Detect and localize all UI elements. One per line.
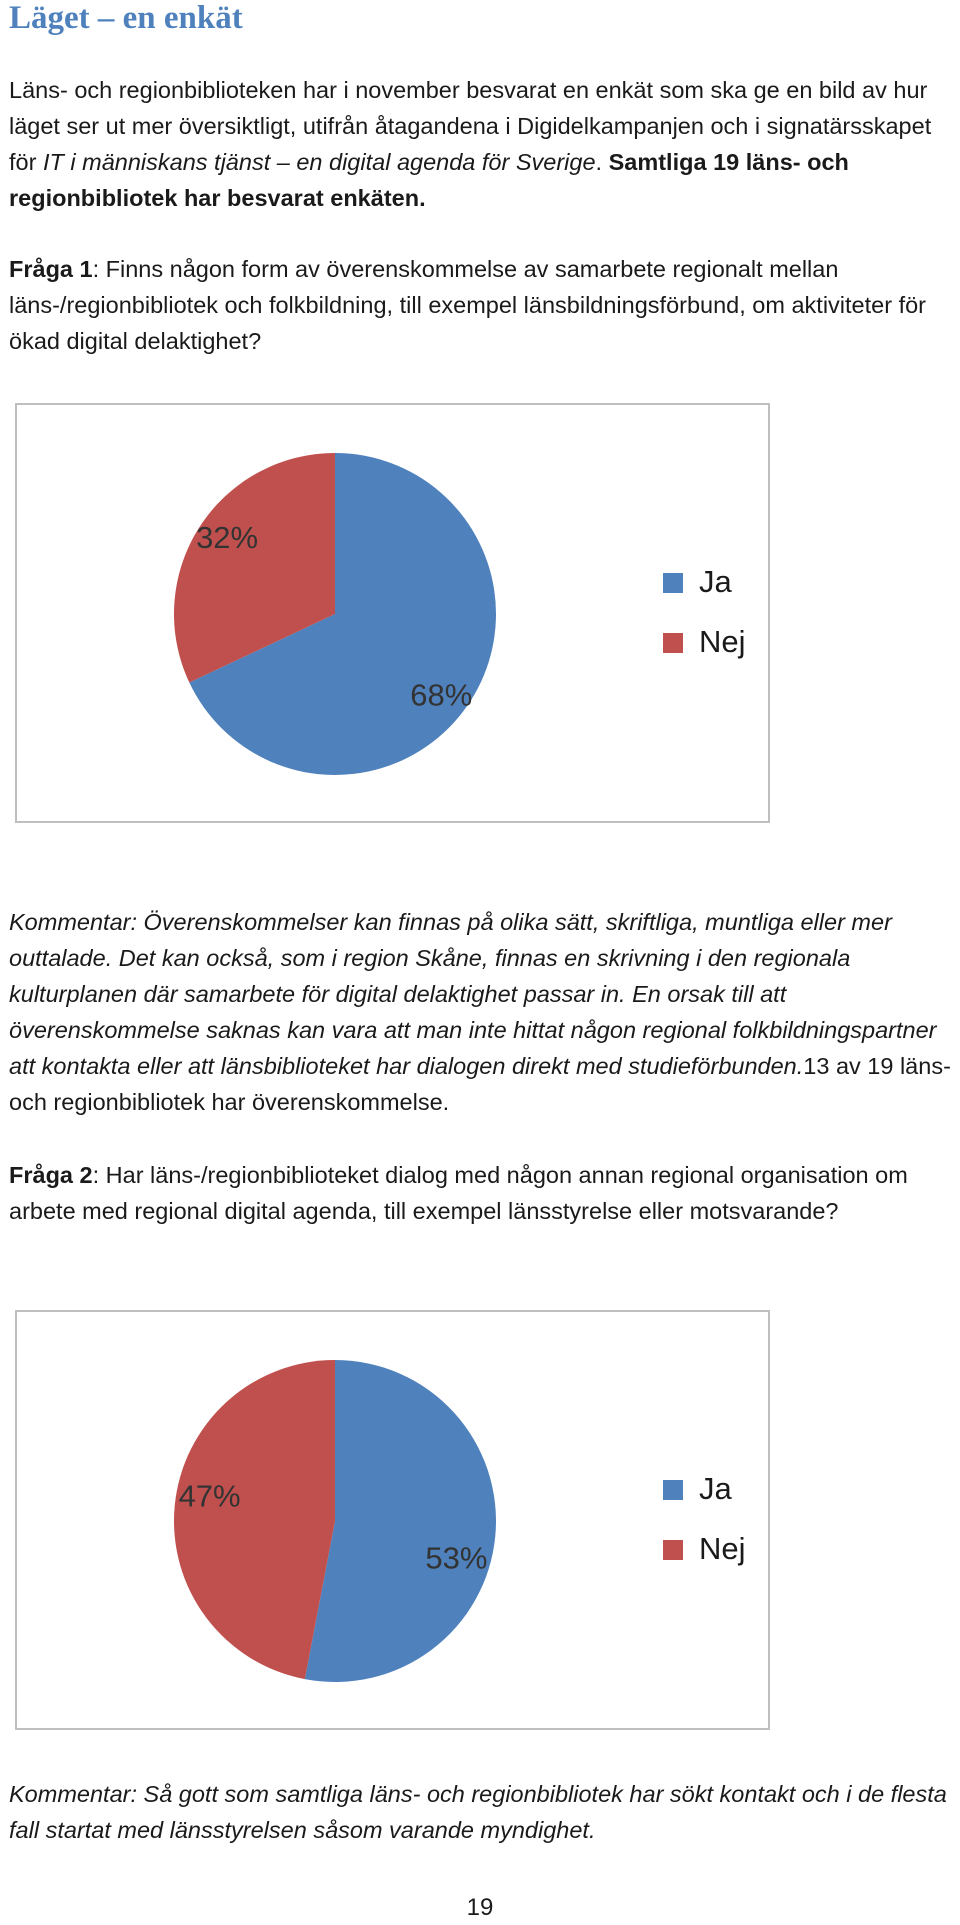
- comment-1-text: Kommentar: Överenskommelser kan finnas på olika sätt, skriftliga, muntliga eller mer outtalade. Det kan också, som i region Skåne, finnas en skrivning i den regionala kulturplanen där samarbete för digital delaktighet passar in. En orsak till att överenskommelse saknas kan vara att man inte hittat någon regional folkbildningspartner att kontakta eller att länsbiblioteket har dialogen direkt med studieförbunden.: [9, 909, 937, 1079]
- data-label-ja: 53%: [425, 1540, 488, 1576]
- data-label-ja: 68%: [410, 677, 473, 713]
- page-title: Läget – en enkät: [9, 0, 243, 36]
- pie-chart-1-svg: [17, 405, 772, 825]
- pie-slice-nej: [174, 1360, 335, 1679]
- data-label-nej: 32%: [196, 520, 259, 556]
- legend-label-nej: Nej: [699, 1531, 746, 1567]
- comment-2-text: Kommentar: Så gott som samtliga läns- och regionbibliotek har sökt kontakt och i de flesta fall startat med länsstyrelsen såsom varande myndighet.: [9, 1781, 947, 1843]
- intro-bold-summary: Samtliga 19 läns- och regionbibliotek har besvarat enkäten.: [9, 149, 849, 211]
- legend-label-nej: Nej: [699, 624, 746, 660]
- intro-text-end: .: [595, 149, 609, 175]
- intro-paragraph: [9, 72, 954, 216]
- pie-chart-2: [15, 1310, 770, 1730]
- question-2: [9, 1157, 954, 1229]
- intro-italic-title: IT i människans tjänst – en digital agenda för Sverige: [42, 149, 596, 175]
- pie-chart-2-svg: [17, 1312, 772, 1732]
- legend-swatch-nej: [663, 633, 683, 653]
- question-2-label: Fråga 2: [9, 1162, 93, 1188]
- comment-1: [9, 904, 954, 1120]
- comment-1-summary: 13 av 19 läns- och regionbibliotek har överenskommelse.: [9, 1053, 951, 1115]
- question-1: [9, 251, 954, 359]
- legend-label-ja: Ja: [699, 1471, 732, 1507]
- page-number: 19: [466, 1894, 494, 1921]
- question-2-text: : Har läns-/regionbiblioteket dialog med någon annan regional organisation om arbete med regional digital agenda, till exempel länsstyrelse eller motsvarande?: [9, 1162, 908, 1224]
- comment-2: [9, 1776, 954, 1848]
- question-1-label: Fråga 1: [9, 256, 93, 282]
- data-label-nej: 47%: [178, 1478, 241, 1514]
- question-1-text: : Finns någon form av överenskommelse av samarbete regionalt mellan läns-/regionbibliotek och folkbildning, till exempel länsbildningsförbund, om aktiviteter för ökad digital delaktighet?: [9, 256, 926, 354]
- legend-swatch-nej: [663, 1540, 683, 1560]
- legend-swatch-ja: [663, 573, 683, 593]
- pie-chart-1: [15, 403, 770, 823]
- legend-swatch-ja: [663, 1480, 683, 1500]
- intro-text: Läns- och regionbiblioteken har i november besvarat en enkät som ska ge en bild av hur läget ser ut mer översiktligt, utifrån åtagandena i Digidelkampanjen och i signatärsskapet för: [9, 77, 932, 175]
- legend-label-ja: Ja: [699, 564, 732, 600]
